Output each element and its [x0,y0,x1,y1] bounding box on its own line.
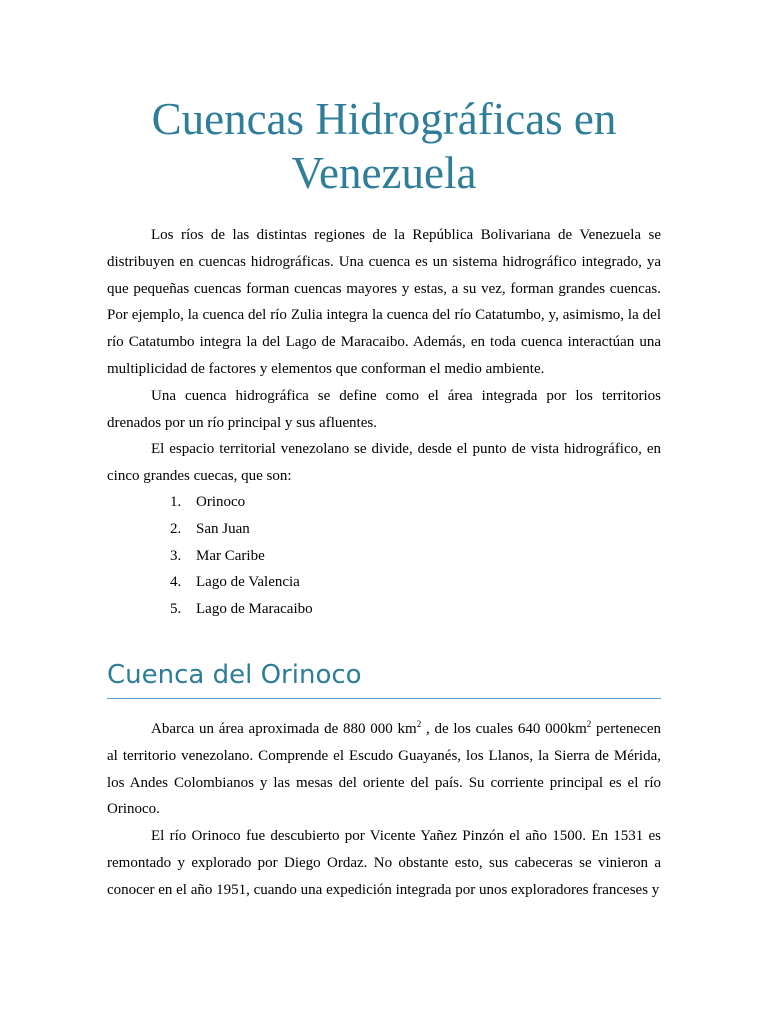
intro-paragraph-1: Los ríos de las distintas regiones de la República Bolivariana de Venezuela se distribuyen en cuencas hidrográficas. Una cuenca es un sistema hidrográfico integrado, ya que pequeñas cuencas forman cuencas mayores y estas, a su vez, forman grandes cuencas. Por ejemplo, la cuenca del río Zulia integra la cuenca del río Catatumbo, y, asimismo, la del río Catatumbo integra la del Lago de Maracaibo. Además, en toda cuenca interactúan una multiplicidad de factores y elementos que conforman el medio ambiente. [107,227,661,377]
list-item-number: 4. [170,574,182,591]
list-item-text: Orinoco [196,494,246,510]
list-item-number: 2. [170,520,182,537]
list-item-number: 3. [170,547,182,564]
list-item [170,543,313,570]
list-item-text: Lago de Valencia [196,574,300,591]
basins-list [170,489,313,623]
list-item-number: 5. [170,601,182,618]
list-item-text: San Juan [196,520,250,537]
list-item [170,516,313,543]
list-item-text: Mar Caribe [196,547,265,564]
title-line-1: Cuencas Hidrográficas en [151,94,617,144]
superscript: 2 [586,719,592,729]
orinoco-paragraph-2: El río Orinoco fue descubierto por Vicente Yañez Pinzón el año 1500. En 1531 es remontado y explorado por Diego Ordaz. No obstante esto, sus cabeceras se vinieron a conocer en el año 1951, cuando una expedición integrada por unos exploradores franceses y [107,828,661,898]
intro-text [107,222,661,490]
superscript: 2 [416,719,422,729]
intro-paragraph-2: Una cuenca hidrográfica se define como el área integrada por los territorios drenados por un río principal y sus afluentes. [107,387,661,431]
document-title [77,92,691,200]
list-item [170,489,313,516]
list-item [170,596,313,623]
section-heading-orinoco: Cuenca del Orinoco [107,655,661,699]
orinoco-text-part: pertenecen al territorio venezolano. Comprende el Escudo Guayanés, los Llanos, la Sierra de Mérida, los Andes Colombianos y las mesas del oriente del país. Su corriente principal es el río Orinoco. [107,721,661,818]
orinoco-paragraph-1 [107,716,661,823]
orinoco-text-part: Abarca un área aproximada de 880 000 km [151,721,417,737]
intro-paragraph-3: El espacio territorial venezolano se divide, desde el punto de vista hidrográfico, en cinco grandes cuecas, que son: [107,441,661,485]
orinoco-text [107,716,661,904]
list-item-number: 1. [170,494,182,510]
title-line-2: Venezuela [291,148,477,198]
list-item-text: Lago de Maracaibo [196,601,313,618]
orinoco-text-part: , de los cuales 640 000km [421,721,587,737]
list-item [170,569,313,596]
